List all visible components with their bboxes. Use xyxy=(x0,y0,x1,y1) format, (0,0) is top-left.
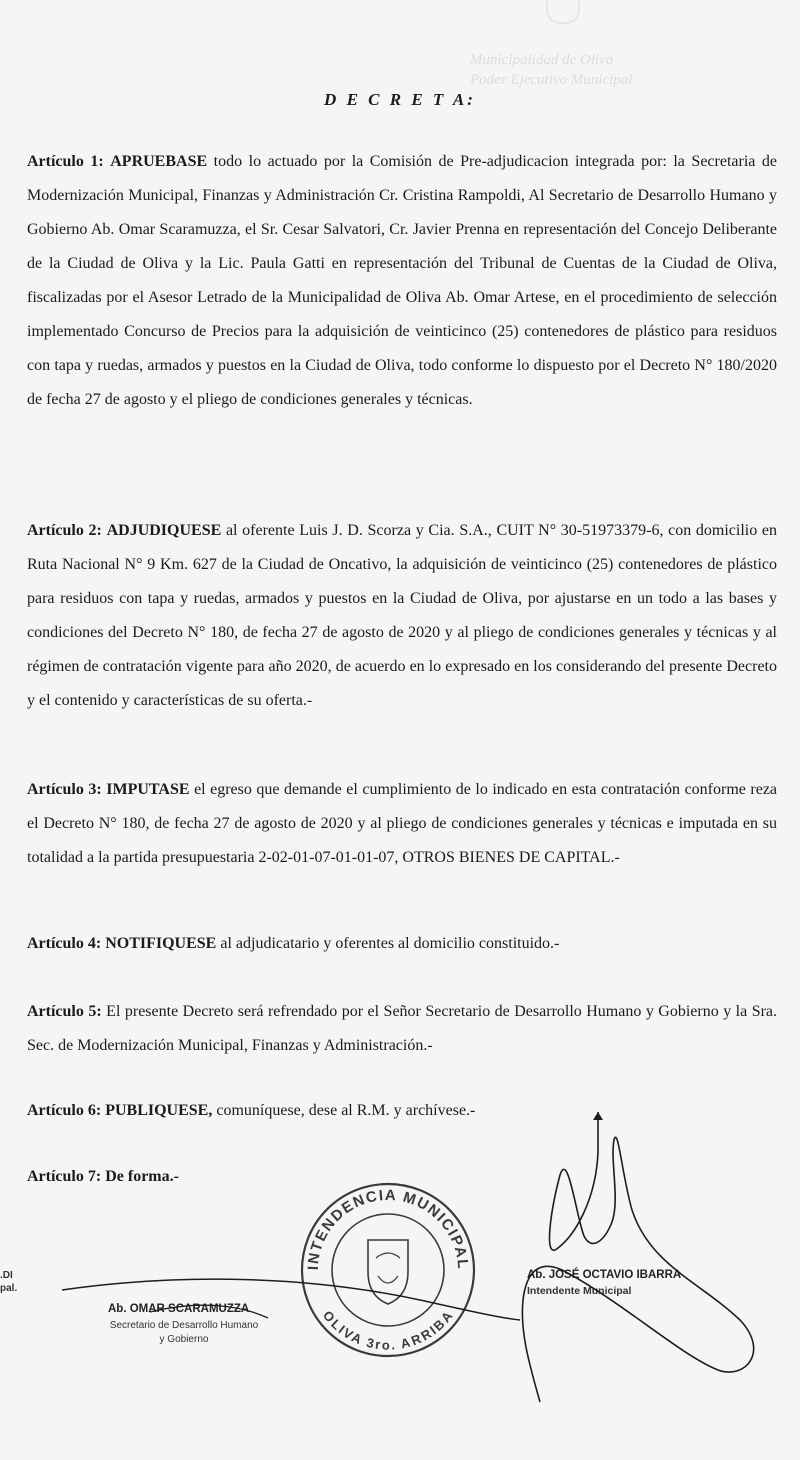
article-1-keyword: APRUEBASE xyxy=(110,153,208,170)
seal-bottom-text: OLIVA 3ro. ARRIBA xyxy=(319,1307,457,1353)
article-6-label: Artículo 6: xyxy=(27,1102,102,1119)
article-4-text: al adjudicatario y oferentes al domicilio constituido.- xyxy=(220,935,560,952)
bleed-through-line-1: Municipalidad de Oliva xyxy=(470,52,614,68)
article-1-text: todo lo actuado por la Comisión de Pre-adjudicacion integrada por: la Secretaria de Modernización Municipal, Finanzas y Administración Cr. Cristina Rampoldi, Al Secretario de Desarrollo Humano y Gobierno Ab. Omar Scaramuzza, el Sr. Cesar Salvatori, Cr. Javier Prenna en representación del Concejo Deliberante de la Ciudad de Oliva y la Lic. Paula Gatti en representación del Tribunal de Cuentas de la Ciudad de Oliva, fiscalizadas por el Asesor Letrado de la Municipalidad de Oliva Ab. Omar Artese, en el procedimiento de selección implementado Concurso de Precios para la adquisición de veinticinco (25) contenedores de plástico para residuos con tapa y ruedas, armados y puestos en la Ciudad de Oliva, todo conforme lo dispuesto por el Decreto N° 180/2020 de fecha 27 de agosto y el pliego de condiciones generales y técnicas. xyxy=(27,153,777,408)
secretary-role-line-2: y Gobierno xyxy=(159,1334,209,1345)
article-5-text: El presente Decreto será refrendado por el Señor Secretario de Desarrollo Humano y Gobierno y la Sra. Sec. de Modernización Municipal, Finanzas y Administración.- xyxy=(27,1003,778,1054)
article-2-label: Artículo 2: xyxy=(27,522,102,539)
cropped-text-line-2: pal. xyxy=(0,1283,18,1294)
secretary-role-line-1: Secretario de Desarrollo Humano xyxy=(109,1320,259,1331)
article-2-keyword: ADJUDIQUESE xyxy=(106,522,222,539)
seal-top-text: INTENDENCIA MUNICIPAL xyxy=(304,1186,472,1271)
mayor-role: Intendente Municipal xyxy=(527,1285,632,1297)
decree-title: D E C R E T A: xyxy=(324,90,476,109)
mayor-signature-stroke xyxy=(522,1112,753,1402)
article-3-keyword: IMPUTASE xyxy=(106,781,190,798)
article-5-label: Artículo 5: xyxy=(27,1003,102,1020)
article-6-keyword: PUBLIQUESE, xyxy=(105,1102,213,1119)
svg-text:INTENDENCIA MUNICIPAL xyxy=(305,1187,471,1271)
cropped-text-line-1: .DI xyxy=(0,1270,13,1281)
mayor-name: Ab. JOSÉ OCTAVIO IBARRA xyxy=(527,1269,682,1281)
article-4-label: Artículo 4: xyxy=(27,935,102,952)
bleed-through-line-2: Poder Ejecutivo Municipal xyxy=(470,72,633,88)
article-3-label: Artículo 3: xyxy=(27,781,102,798)
article-7-label: Artículo 7: De forma.- xyxy=(27,1168,179,1185)
article-4-keyword: NOTIFIQUESE xyxy=(105,935,217,952)
svg-text:OLIVA 3ro. ARRIBA xyxy=(320,1308,456,1353)
article-3-text: el egreso que demande el cumplimiento de lo indicado en esta contratación conforme reza el Decreto N° 180, de fecha 27 de agosto de 2020 y al pliego de condiciones generales y técnicas e imputada en su totalidad a la partida presupuestaria 2-02-01-07-01-01-07, OTROS BIENES DE CAPITAL.- xyxy=(27,781,778,866)
article-6-text: comuníquese, dese al R.M. y archívese.- xyxy=(216,1102,476,1119)
article-1-label: Artículo 1: xyxy=(27,153,104,170)
article-2-text: al oferente Luis J. D. Scorza y Cia. S.A., CUIT N° 30-51973379-6, con domicilio en Ruta Nacional N° 9 Km. 627 de la Ciudad de Oncativo, la adquisición de veinticinco (25) contenedores de plástico para residuos con tapa y ruedas, armados y puestos en la Ciudad de Oliva, por ajustarse en un todo a las bases y condiciones del Decreto N° 180, de fecha 27 de agosto de 2020 y al pliego de condiciones generales y técnicas y al régimen de contratación vigente para año 2020, de acuerdo en lo expresado en los considerando del presente Decreto y el contenido y características de su oferta.- xyxy=(27,522,778,709)
secretary-name: Ab. OMAR SCARAMUZZA xyxy=(108,1303,250,1315)
municipal-seal xyxy=(302,1184,474,1356)
